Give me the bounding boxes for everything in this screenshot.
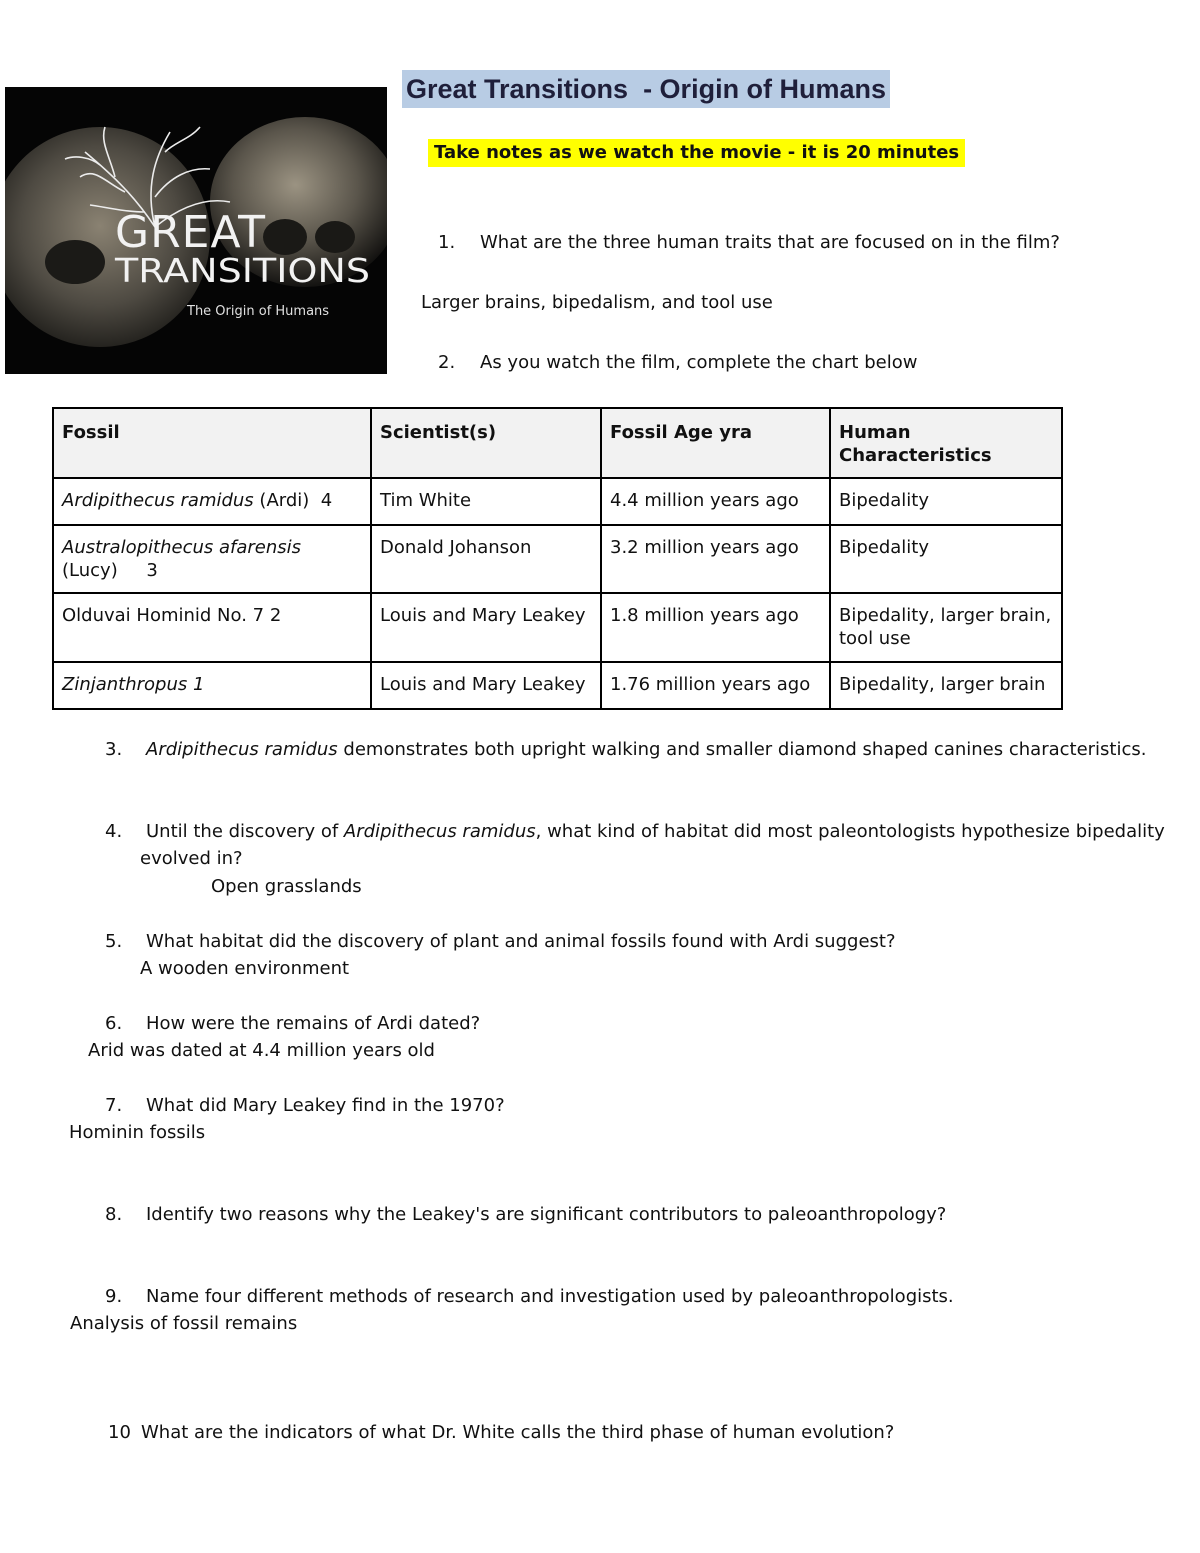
q8-text: Identify two reasons why the Leakey's are significant contributors to paleoanthropology? (146, 1204, 947, 1225)
scientist-cell: Tim White (371, 478, 601, 525)
traits-cell: Bipedality, larger brain, tool use (830, 593, 1062, 662)
poster-graphic (5, 87, 387, 374)
fossil-cell (53, 662, 371, 709)
scientist-cell: Louis and Mary Leakey (371, 593, 601, 662)
q7-answer: Hominin fossils (69, 1122, 206, 1143)
traits-cell: Bipedality (830, 525, 1062, 593)
q9-text: Name four different methods of research and investigation used by paleoanthropologists. (146, 1286, 954, 1307)
age-cell: 1.76 million years ago (601, 662, 830, 709)
poster-title-line1: GREAT (115, 207, 267, 258)
table-header-row (53, 408, 1062, 478)
q7-text: What did Mary Leakey find in the 1970? (146, 1095, 505, 1116)
q9-number: 9. (105, 1286, 123, 1307)
q4-answer: Open grasslands (211, 876, 362, 897)
q6-text: How were the remains of Ardi dated? (146, 1013, 481, 1034)
q1-text: What are the three human traits that are focused on in the film? (480, 232, 1060, 253)
header-fossil: Fossil (53, 408, 371, 478)
poster-title-line2: TRANSITIONS (113, 251, 370, 290)
fossil-name-rest: Olduvai Hominid No. 7 2 (62, 605, 282, 626)
header-human-characteristics: Human Characteristics (830, 408, 1062, 478)
fossil-cell (53, 593, 371, 662)
traits-cell: Bipedality (830, 478, 1062, 525)
q4-pre: Until the discovery of (146, 821, 344, 842)
fossil-name-rest: (Lucy) 3 (62, 560, 158, 581)
table-row (53, 478, 1062, 525)
q5-text: What habitat did the discovery of plant and animal fossils found with Ardi suggest? (146, 931, 896, 952)
q3-number: 3. (105, 739, 123, 760)
age-cell: 3.2 million years ago (601, 525, 830, 593)
q4-post: , what kind of habitat did most paleontologists hypothesize bipedality (535, 821, 1165, 842)
fossil-cell (53, 525, 371, 593)
q7-number: 7. (105, 1095, 123, 1116)
q4-italic-term: Ardipithecus ramidus (343, 821, 536, 842)
header-scientists: Scientist(s) (371, 408, 601, 478)
q2-text: As you watch the film, complete the chart below (480, 352, 918, 373)
instruction-banner: Take notes as we watch the movie - it is 20 minutes (428, 139, 965, 167)
q4-text (146, 818, 1165, 845)
q3-italic-term: Ardipithecus ramidus (146, 739, 338, 760)
table-row (53, 593, 1062, 662)
traits-cell: Bipedality, larger brain (830, 662, 1062, 709)
movie-poster-image (5, 87, 387, 374)
q8-number: 8. (105, 1204, 123, 1225)
fossil-name-italic: Zinjanthropus 1 (62, 674, 205, 695)
q5-answer: A wooden environment (140, 958, 350, 979)
header-fossil-age: Fossil Age yra (601, 408, 830, 478)
q4-number: 4. (105, 821, 123, 842)
poster-subtitle: The Origin of Humans (187, 304, 330, 319)
q4-text-line2: evolved in? (140, 848, 243, 869)
scientist-cell: Donald Johanson (371, 525, 601, 593)
table-row (53, 662, 1062, 709)
table-row (53, 525, 1062, 593)
q3-text (146, 736, 1146, 763)
q6-answer: Arid was dated at 4.4 million years old (88, 1040, 435, 1061)
q3-rest: demonstrates both upright walking and smaller diamond shaped canines characteristics. (337, 739, 1147, 760)
age-cell: 4.4 million years ago (601, 478, 830, 525)
fossil-name-italic: Australopithecus afarensis (62, 537, 302, 558)
worksheet-title: Great Transitions - Origin of Humans (402, 70, 890, 108)
fossil-chart-table (52, 407, 1063, 710)
q6-number: 6. (105, 1013, 123, 1034)
q1-number: 1. (438, 232, 456, 253)
age-cell: 1.8 million years ago (601, 593, 830, 662)
fossil-name-italic: Ardipithecus ramidus (62, 490, 254, 511)
q10-number: 10 (108, 1422, 131, 1443)
q10-text: What are the indicators of what Dr. White calls the third phase of human evolution? (141, 1422, 895, 1443)
q1-answer: Larger brains, bipedalism, and tool use (421, 292, 773, 313)
scientist-cell: Louis and Mary Leakey (371, 662, 601, 709)
fossil-name-rest: (Ardi) 4 (253, 490, 333, 511)
q2-number: 2. (438, 352, 456, 373)
q9-answer: Analysis of fossil remains (70, 1313, 298, 1334)
fossil-cell (53, 478, 371, 525)
q5-number: 5. (105, 931, 123, 952)
